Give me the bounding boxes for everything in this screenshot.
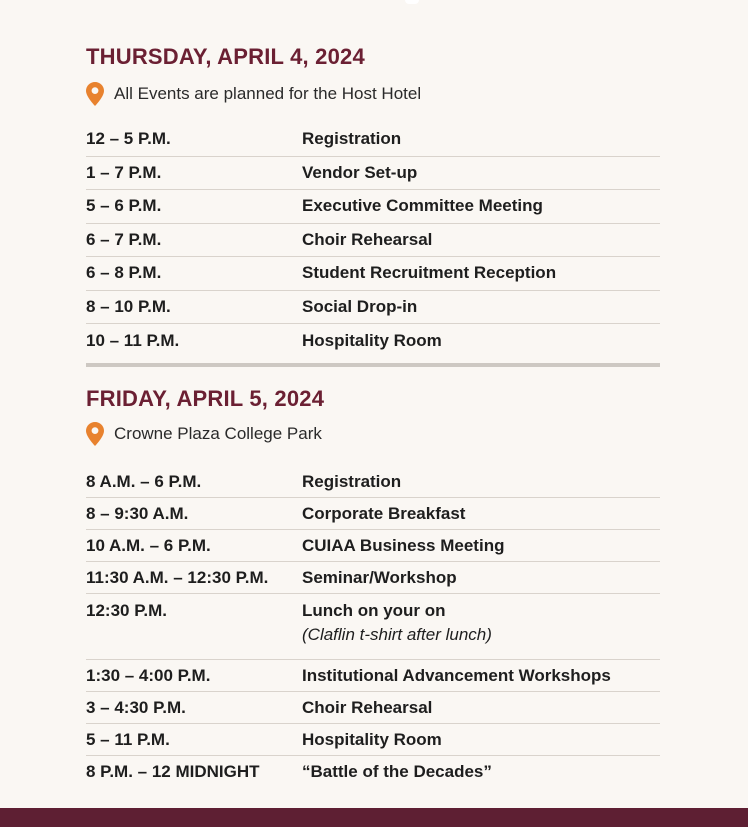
- event-name: Choir Rehearsal: [302, 229, 433, 249]
- table-row: [86, 190, 660, 224]
- event-note: (Claflin t-shirt after lunch): [302, 625, 492, 644]
- event-time: 10 – 11 P.M.: [86, 330, 180, 350]
- event-name: Hospitality Room: [302, 729, 442, 749]
- section-divider: [86, 363, 660, 367]
- event-name: Registration: [302, 471, 402, 491]
- location-thursday: [86, 82, 421, 106]
- event-name: Executive Committee Meeting: [302, 196, 543, 216]
- event-time: 12 – 5 P.M.: [86, 129, 171, 149]
- event-time: 1:30 – 4:00 P.M.: [86, 665, 211, 685]
- event-time: 8 P.M. – 12 MIDNIGHT: [86, 762, 260, 781]
- table-row: [86, 324, 660, 358]
- event-time: 8 – 10 P.M.: [86, 296, 171, 316]
- event-time: 11:30 A.M. – 12:30 P.M.: [86, 567, 269, 587]
- table-row: [86, 594, 660, 660]
- table-row: [86, 466, 660, 498]
- event-time: 3 – 4:30 P.M.: [86, 697, 186, 717]
- event-name: “Battle of the Decades”: [302, 762, 492, 781]
- table-row: [86, 692, 660, 724]
- table-row: [86, 224, 660, 258]
- event-time: 5 – 6 P.M.: [86, 196, 162, 216]
- event-time: 1 – 7 P.M.: [86, 162, 162, 182]
- event-name: Institutional Advancement Workshops: [302, 665, 611, 685]
- table-row: [86, 562, 660, 594]
- table-row: [86, 530, 660, 562]
- schedule-table-friday: [86, 466, 660, 788]
- location-friday: [86, 422, 322, 446]
- table-row: [86, 756, 660, 788]
- event-name: Seminar/Workshop: [302, 567, 457, 587]
- event-time: 6 – 8 P.M.: [86, 263, 162, 283]
- table-row: [86, 157, 660, 191]
- location-text: Crowne Plaza College Park: [114, 424, 322, 443]
- event-name: Registration: [302, 129, 402, 149]
- day-title-friday: FRIDAY, APRIL 5, 2024: [86, 386, 325, 411]
- event-name: Choir Rehearsal: [302, 697, 433, 717]
- table-row: [86, 660, 660, 692]
- table-row: [86, 291, 660, 325]
- event-name: Corporate Breakfast: [302, 503, 466, 523]
- page-notch: [405, 0, 419, 4]
- event-name: Lunch on your on: [302, 601, 446, 620]
- event-time: 12:30 P.M.: [86, 601, 167, 620]
- event-time: 6 – 7 P.M.: [86, 229, 162, 249]
- event-name: Vendor Set-up: [302, 162, 418, 182]
- footer-bar: [0, 808, 748, 827]
- location-text: All Events are planned for the Host Hotel: [114, 84, 422, 103]
- event-name: Student Recruitment Reception: [302, 263, 557, 283]
- event-time: 10 A.M. – 6 P.M.: [86, 535, 211, 555]
- table-row: [86, 724, 660, 756]
- map-pin-icon: [86, 82, 104, 106]
- day-title-thursday: THURSDAY, APRIL 4, 2024: [86, 44, 365, 69]
- event-time: 8 A.M. – 6 P.M.: [86, 471, 202, 491]
- table-row: [86, 498, 660, 530]
- event-name: Hospitality Room: [302, 330, 442, 350]
- map-pin-icon: [86, 422, 104, 446]
- event-time: 5 – 11 P.M.: [86, 729, 170, 749]
- event-name: Social Drop-in: [302, 296, 418, 316]
- table-row: [86, 123, 660, 157]
- table-row: [86, 257, 660, 291]
- event-name: CUIAA Business Meeting: [302, 535, 505, 555]
- event-cell: [302, 601, 492, 645]
- schedule-table-thursday: [86, 123, 660, 358]
- event-time: 8 – 9:30 A.M.: [86, 503, 189, 523]
